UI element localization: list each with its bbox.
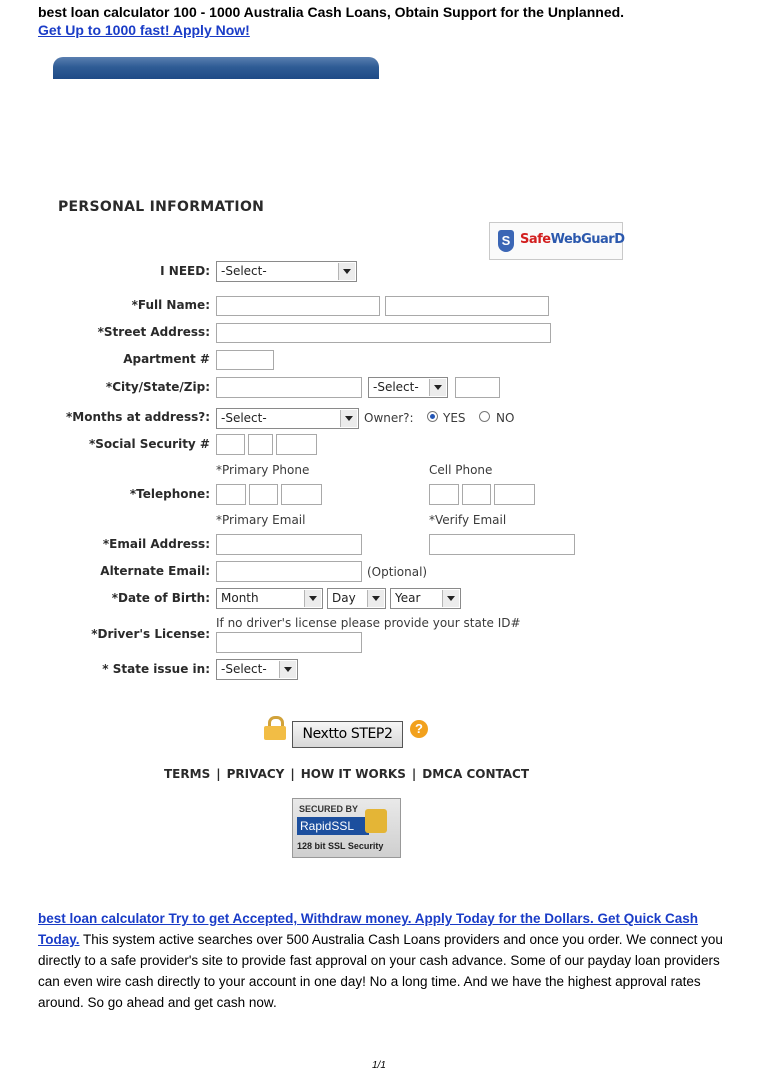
footer-links: TERMS | PRIVACY | HOW IT WORKS | DMCA CONTACT [164, 767, 530, 781]
padlock-icon [365, 809, 387, 833]
first-name-input[interactable] [216, 296, 380, 316]
owner-no-radio[interactable] [479, 411, 490, 422]
owner-label: Owner?: [364, 411, 414, 425]
how-it-works-link[interactable]: HOW IT WORKS [300, 767, 406, 781]
label-full-name: *Full Name: [131, 298, 210, 312]
privacy-link[interactable]: PRIVACY [226, 767, 285, 781]
chevron-down-icon [340, 410, 357, 427]
primary-phone-prefix-input[interactable] [249, 484, 278, 505]
verify-email-label: *Verify Email [429, 513, 507, 527]
chevron-down-icon [429, 379, 446, 396]
license-hint: If no driver's license please provide your state ID# [216, 616, 521, 630]
months-select[interactable]: -Select- [216, 408, 359, 429]
page-number: 1/1 [372, 1060, 386, 1071]
help-icon[interactable]: ? [410, 720, 428, 738]
lock-icon [264, 716, 286, 740]
chevron-down-icon [367, 590, 384, 607]
apply-now-link[interactable]: Get Up to 1000 fast! Apply Now! [38, 22, 250, 38]
owner-no-label: NO [496, 411, 515, 425]
state-select[interactable]: -Select- [368, 377, 448, 398]
dmca-contact-link[interactable]: DMCA CONTACT [422, 767, 530, 781]
drivers-license-input[interactable] [216, 632, 362, 653]
dob-year-select[interactable]: Year [390, 588, 461, 609]
last-name-input[interactable] [385, 296, 549, 316]
chevron-down-icon [442, 590, 459, 607]
label-city-state-zip: *City/State/Zip: [105, 380, 210, 394]
primary-email-label: *Primary Email [216, 513, 306, 527]
dob-month-select[interactable]: Month [216, 588, 323, 609]
section-title: PERSONAL INFORMATION [58, 199, 265, 215]
label-ssn: *Social Security # [88, 437, 210, 451]
label-apartment: Apartment # [123, 352, 210, 366]
email-input[interactable] [216, 534, 362, 555]
optional-note: (Optional) [367, 565, 428, 579]
label-alternate-email: Alternate Email: [100, 564, 210, 578]
ssl-strength: 128 bit SSL Security [297, 841, 384, 851]
alternate-email-input[interactable] [216, 561, 362, 582]
cell-phone-prefix-input[interactable] [462, 484, 491, 505]
document-title: best loan calculator 100 - 1000 Australia Cash Loans, Obtain Support for the Unplanned. [38, 4, 625, 20]
primary-phone-label: *Primary Phone [216, 463, 310, 477]
city-input[interactable] [216, 377, 362, 398]
ssl-brand: RapidSSL [297, 817, 369, 835]
primary-phone-line-input[interactable] [281, 484, 322, 505]
ssl-secured-by: SECURED BY [299, 804, 359, 814]
ssn-part2-input[interactable] [248, 434, 273, 455]
label-drivers-license: *Driver's License: [91, 627, 210, 641]
label-street-address: *Street Address: [97, 325, 210, 339]
body-paragraph [38, 908, 730, 1013]
chevron-down-icon [279, 661, 296, 678]
header-banner [53, 57, 379, 79]
chevron-down-icon [304, 590, 321, 607]
dob-day-select[interactable]: Day [327, 588, 386, 609]
label-email: *Email Address: [102, 537, 210, 551]
ssn-part3-input[interactable] [276, 434, 317, 455]
label-telephone: *Telephone: [129, 487, 210, 501]
cell-phone-label: Cell Phone [429, 463, 493, 477]
safewebguard-badge [489, 222, 623, 260]
chevron-down-icon [338, 263, 355, 280]
apartment-input[interactable] [216, 350, 274, 370]
quick-cash-link[interactable]: best loan calculator Try to get Accepted, Withdraw money. Apply Today for the Dollars. Get Quick Cash Today. [38, 911, 699, 947]
badge-text: SafeWebGuarD [520, 232, 625, 247]
zip-input[interactable] [455, 377, 500, 398]
body-text: This system active searches over 500 Australia Cash Loans providers and once you order. We connect you directly to a safe provider's site to provide fast approval on your cash advance. Some of our payday loan providers can even wire cash directly to your account in one day! No a long time. And we have the highest approval rates around. So go ahead and get cash now. [38, 932, 723, 1010]
label-months-at-address: *Months at address?: [66, 410, 210, 424]
ssn-part1-input[interactable] [216, 434, 245, 455]
terms-link[interactable]: TERMS [164, 767, 211, 781]
shield-icon: S [498, 230, 514, 252]
cell-phone-line-input[interactable] [494, 484, 535, 505]
owner-yes-radio[interactable] [427, 411, 438, 422]
next-step-button[interactable]: Nextto STEP2 [292, 721, 403, 748]
rapidssl-badge [292, 798, 401, 858]
i-need-select[interactable]: -Select- [216, 261, 357, 282]
owner-yes-label: YES [443, 411, 466, 425]
label-state-issue: * State issue in: [102, 662, 210, 676]
label-i-need: I NEED: [160, 264, 210, 278]
verify-email-input[interactable] [429, 534, 575, 555]
state-issue-select[interactable]: -Select- [216, 659, 298, 680]
primary-phone-area-input[interactable] [216, 484, 246, 505]
label-date-of-birth: *Date of Birth: [111, 591, 210, 605]
street-address-input[interactable] [216, 323, 551, 343]
cell-phone-area-input[interactable] [429, 484, 459, 505]
